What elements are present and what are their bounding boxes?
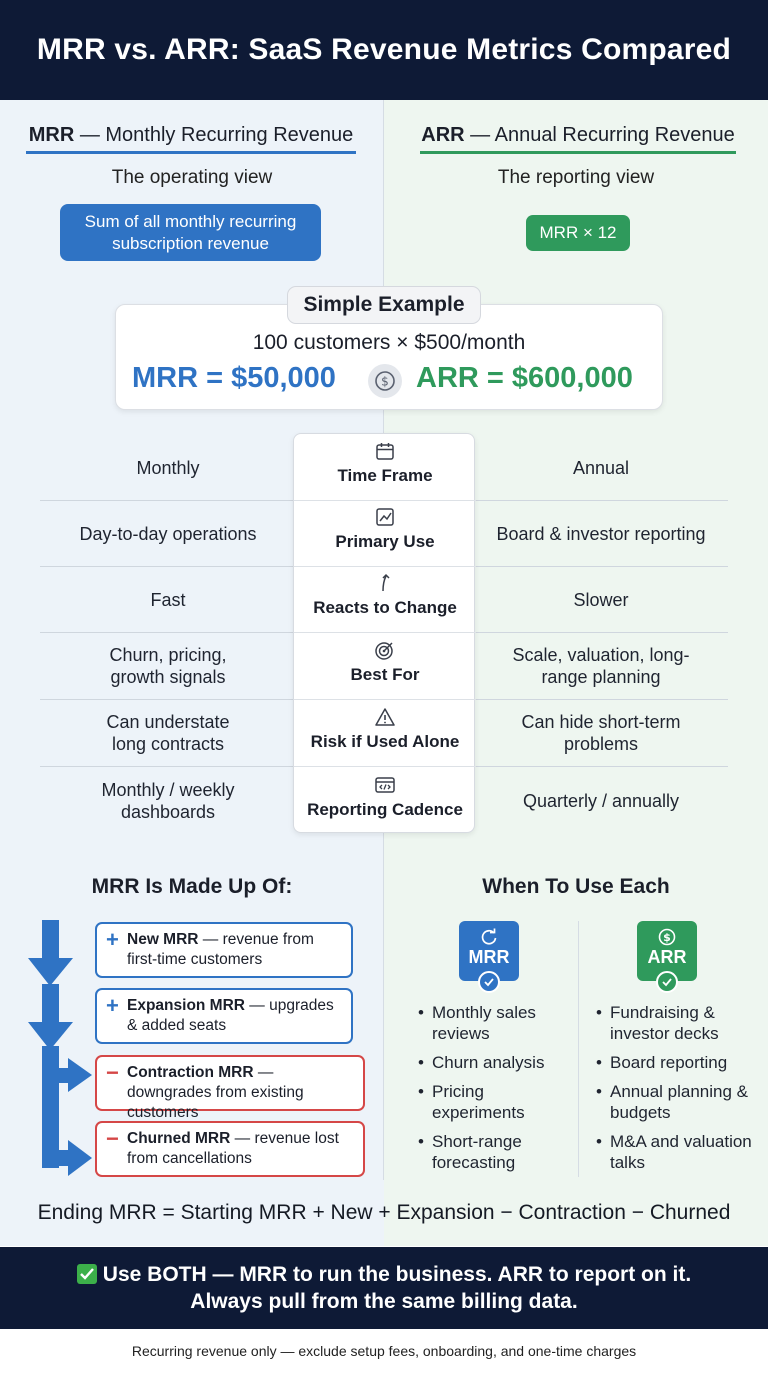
svg-text:$: $ [663,930,671,944]
arr-best-for: Scale, valuation, long-range planning [512,645,690,687]
dollar-icon [368,364,402,398]
list-item: • Pricing experiments [418,1081,568,1123]
arr-time-frame: Annual [572,458,630,478]
list-item: • Annual planning & budgets [596,1081,756,1123]
criterion-label: Risk if Used Alone [310,732,460,751]
component-desc: — upgrades & added seats [127,997,334,1034]
arr-reporting-cadence: Quarterly / annually [522,791,680,811]
criterion-label: Reporting Cadence [307,800,463,819]
list-item: • Monthly sales reviews [418,1002,568,1044]
use-divider [578,921,579,1177]
component-new-mrr [95,922,353,978]
takeaway-line-2: Always pull from the same billing data. [190,1290,578,1313]
example-arr-value: ARR = $600,000 [416,362,633,394]
arr-use-list [596,1002,756,1181]
list-item: • Fundraising & investor decks [596,1002,756,1044]
list-item: • M&A and valuation talks [596,1131,756,1173]
component-contraction-mrr [95,1055,365,1121]
arr-full-name: — Annual Recurring Revenue [464,124,735,146]
plus-icon: + [106,927,119,952]
arr-badge-label: ARR [647,946,687,967]
checkmark-icon [77,1264,97,1284]
refresh-icon [479,927,499,947]
arr-reacts-to-change: Slower [573,589,629,610]
criterion-time-frame [294,434,476,501]
criterion-primary-use [294,501,476,567]
criterion-label: Time Frame [337,466,433,485]
component-name: Expansion MRR [127,997,245,1014]
mrr-formula: Ending MRR = Starting MRR + New + Expansion − Contraction − Churned [37,1201,731,1224]
component-desc: — revenue lost from cancellations [127,1130,339,1167]
criterion-label: Reacts to Change [313,598,457,617]
mrr-reacts-to-change: Fast [150,589,186,610]
mrr-time-frame: Monthly [136,458,200,478]
mrr-best-for: Churn, pricing, growth signals [109,645,227,687]
mrr-primary-use: Day-to-day operations [79,523,257,544]
check-icon [478,971,500,993]
calendar-icon [374,440,396,462]
mrr-abbr: MRR [28,124,75,146]
arr-abbr: ARR [421,124,465,146]
curved-arrow-icon [374,572,396,594]
footnote: Recurring revenue only — exclude setup fees, onboarding, and one-time charges [131,1343,637,1359]
component-expansion-mrr [95,988,353,1044]
comparison-criteria-card [293,433,475,833]
arr-column-title [420,124,736,154]
criterion-reacts-to-change [294,567,476,633]
component-churned-mrr [95,1121,365,1177]
components-title: MRR Is Made Up Of: [91,875,293,898]
mrr-definition: Sum of all monthly recurring subscription revenue [60,204,321,261]
minus-icon: − [106,1060,119,1085]
mrr-view-label: The operating view [111,167,273,188]
when-to-use-title: When To Use Each [482,875,670,898]
example-mrr-value: MRR = $50,000 [132,362,336,394]
component-name: Churned MRR [127,1130,231,1147]
arr-definition: MRR × 12 [526,215,630,251]
criterion-risk [294,700,476,767]
mrr-use-list [418,1002,568,1181]
arr-risk: Can hide short-term problems [521,712,681,754]
criterion-label: Primary Use [335,532,435,551]
check-icon [656,971,678,993]
mrr-full-name: — Monthly Recurring Revenue [74,124,354,146]
flow-arrows-icon [22,918,102,1180]
arr-badge [637,921,697,981]
mrr-badge-label: MRR [468,946,510,967]
example-calculation: 100 customers × $500/month [252,331,526,354]
list-item: • Churn analysis [418,1052,568,1073]
arr-view-label: The reporting view [497,167,655,188]
list-item: • Board reporting [596,1052,756,1073]
mrr-badge [459,921,519,981]
code-window-icon [374,774,396,796]
target-icon [374,639,396,661]
warning-icon [374,706,396,728]
dollar-icon [657,927,677,947]
component-name: Contraction MRR [127,1064,254,1081]
criterion-reporting-cadence [294,767,476,834]
page-title: MRR vs. ARR: SaaS Revenue Metrics Compared [0,0,768,100]
minus-icon: − [106,1126,119,1151]
criterion-label: Best For [350,665,420,684]
mrr-risk: Can understate long contracts [106,712,230,754]
trend-chart-icon [374,506,396,528]
list-item: • Short-range forecasting [418,1131,568,1173]
criterion-best-for [294,633,476,700]
svg-text:$: $ [381,374,389,389]
takeaway-banner [0,1247,768,1329]
arr-primary-use: Board & investor reporting [496,523,706,544]
mrr-column-title [26,124,356,154]
component-name: New MRR [127,931,199,948]
component-desc: — downgrades from existing customers [127,1064,304,1121]
component-desc: — revenue from first-time customers [127,931,314,968]
takeaway-line-1: Use BOTH — MRR to run the business. ARR to report on it. [102,1263,692,1286]
mrr-reporting-cadence: Monthly / weekly dashboards [101,780,235,822]
example-label: Simple Example [287,286,481,324]
plus-icon: + [106,993,119,1018]
